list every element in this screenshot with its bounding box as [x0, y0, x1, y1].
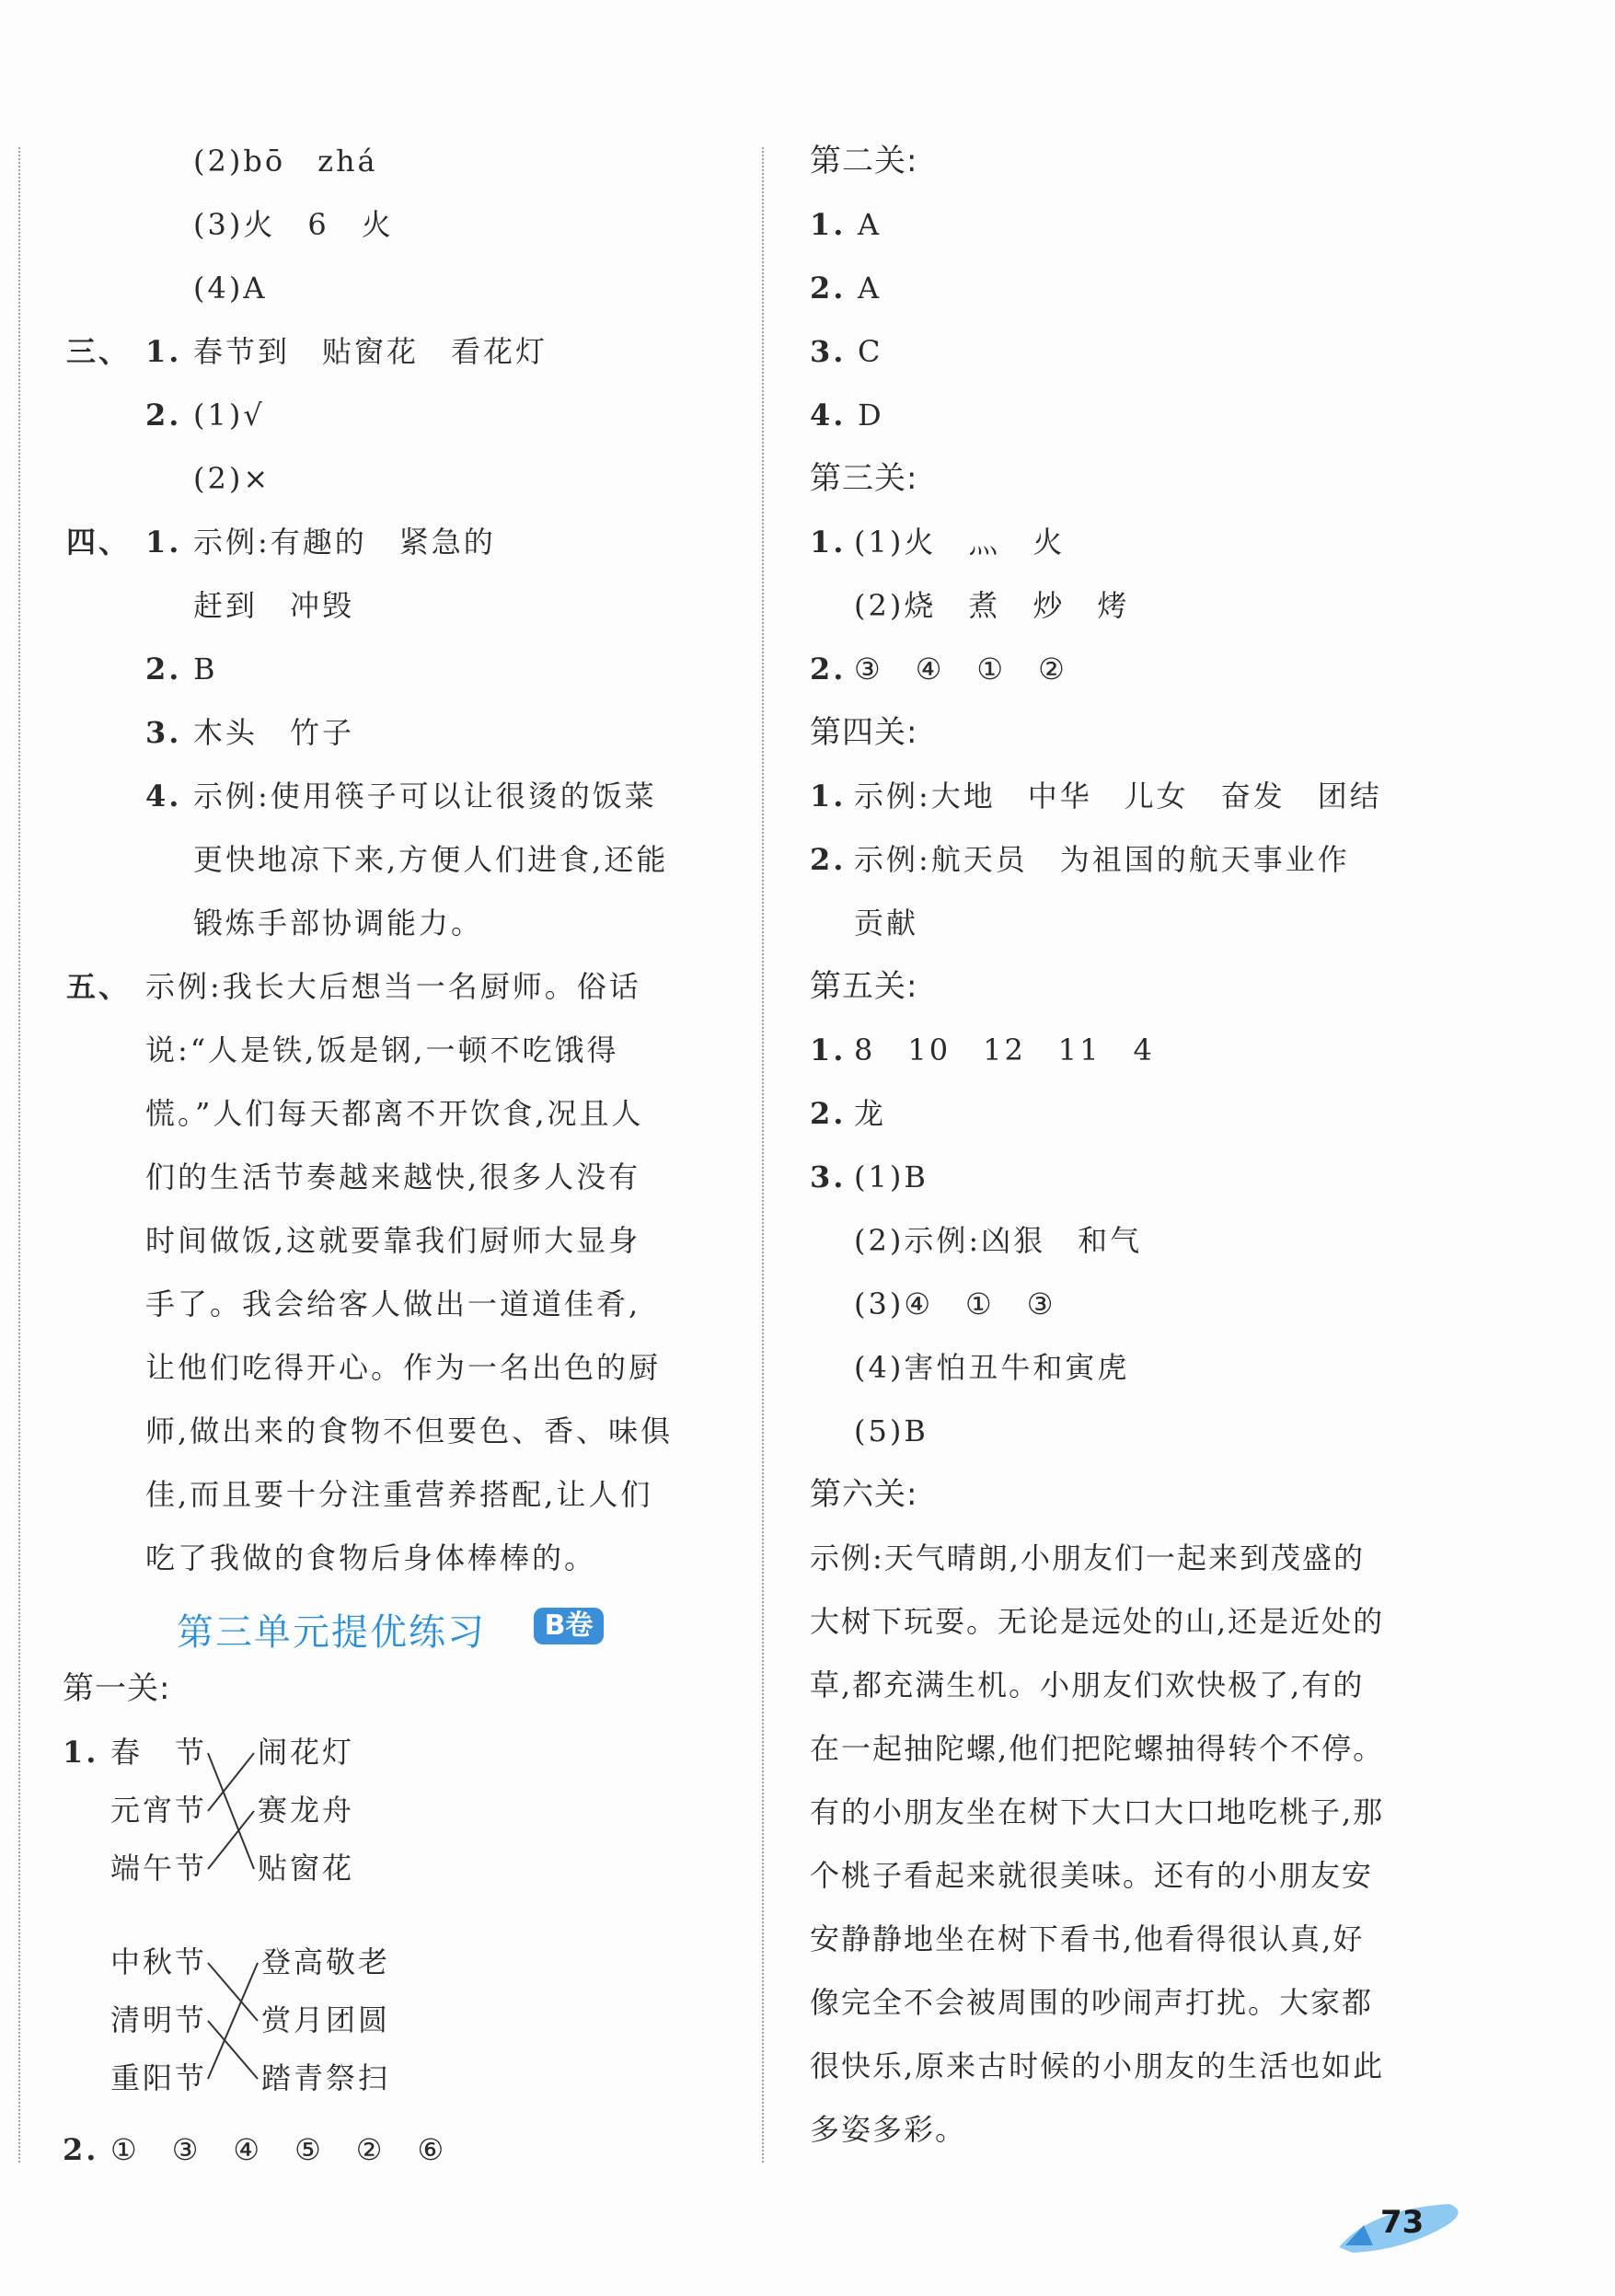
answer-line: (5)B — [854, 1413, 929, 1448]
essay-line: 多姿多彩。 — [810, 2112, 967, 2147]
essay-line: 佳,而且要十分注重营养搭配,让人们 — [145, 1477, 653, 1512]
essay-line: 让他们吃得开心。作为一名出色的厨 — [145, 1350, 662, 1385]
essay-line: 在一起抽陀螺,他们把陀螺抽得转个不停。 — [810, 1731, 1385, 1766]
answer-line: 赶到 冲毁 — [193, 588, 355, 623]
unit-badge: B卷 — [534, 1608, 604, 1644]
essay-line: 慌。”人们每天都离不开饮食,况且人 — [145, 1096, 644, 1131]
answer-line: (1)B — [854, 1160, 929, 1194]
answer-line: (2)烧 煮 炒 烤 — [854, 588, 1130, 623]
answer-line: 贡献 — [854, 906, 919, 940]
answer-line: 示例:航天员 为祖国的航天事业作 — [854, 842, 1350, 877]
essay-line: 像完全不会被周围的吵闹声打扰。大家都 — [810, 1985, 1374, 2020]
level-heading: 第六关: — [810, 1476, 918, 1513]
item-number: 3. — [810, 1160, 847, 1194]
match-left-item: 春 节 — [110, 1735, 208, 1770]
match-left-item: 中秋节 — [110, 1944, 208, 1979]
answer-line: (3)火 6 火 — [193, 207, 394, 242]
essay-line: 师,做出来的食物不但要色、香、味俱 — [145, 1413, 674, 1448]
unit-title: 第三单元提优练习 — [177, 1611, 486, 1654]
level-heading: 第二关: — [810, 143, 918, 179]
item-number: 4. — [810, 398, 847, 433]
item-number: 2. — [810, 1096, 847, 1131]
item-number: 1. — [145, 334, 182, 369]
answer-line: 木头 竹子 — [193, 715, 355, 750]
answer-line: C — [858, 334, 883, 369]
match-right-item: 贴窗花 — [258, 1851, 355, 1886]
answer-line: (2)bō zhá — [193, 144, 378, 179]
answer-line: (3)④ ① ③ — [854, 1286, 1056, 1321]
item-number: 1. — [810, 779, 847, 813]
item-number: 4. — [145, 779, 182, 813]
essay-line: 草,都充满生机。小朋友们欢快极了,有的 — [810, 1667, 1365, 1702]
item-number: 2. — [810, 842, 847, 877]
answer-line: (4)害怕丑牛和寅虎 — [854, 1350, 1130, 1385]
match-right-item: 赏月团圆 — [261, 2002, 391, 2037]
item-number: 2. — [63, 2132, 99, 2167]
match-right-item: 赛龙舟 — [258, 1793, 355, 1828]
essay-line: 手了。我会给客人做出一道道佳肴, — [145, 1286, 641, 1321]
section-label: 三、 — [66, 334, 132, 369]
essay-line: 个桃子看起来就很美味。还有的小朋友安 — [810, 1858, 1374, 1893]
section-label: 四、 — [66, 525, 132, 560]
essay-line: 时间做饭,这就要靠我们厨师大显身 — [145, 1223, 641, 1258]
answer-line: A — [858, 207, 882, 242]
answer-line: ① ③ ④ ⑤ ② ⑥ — [110, 2132, 447, 2167]
match-left-item: 清明节 — [110, 2002, 208, 2037]
essay-line: 示例:天气晴朗,小朋友们一起来到茂盛的 — [810, 1540, 1365, 1575]
answer-line: (2)示例:凶狠 和气 — [854, 1223, 1143, 1258]
match-right-item: 踏青祭扫 — [261, 2060, 391, 2095]
essay-line: 说:“人是铁,饭是钢,一顿不吃饿得 — [145, 1033, 619, 1067]
item-number: 1. — [63, 1735, 99, 1770]
answer-line: D — [858, 398, 884, 433]
item-number: 2. — [810, 652, 847, 686]
answer-line: ③ ④ ① ② — [854, 652, 1067, 686]
essay-line: 们的生活节奏越来越快,很多人没有 — [145, 1160, 641, 1194]
item-number: 2. — [145, 652, 182, 686]
level-heading: 第一关: — [63, 1670, 171, 1707]
match-left-item: 重阳节 — [110, 2060, 208, 2095]
item-number: 2. — [810, 271, 847, 306]
item-number: 2. — [145, 398, 182, 433]
level-heading: 第五关: — [810, 968, 918, 1005]
essay-line: 吃了我做的食物后身体棒棒的。 — [145, 1540, 597, 1575]
answer-line: A — [858, 271, 882, 306]
item-number: 3. — [810, 334, 847, 369]
item-number: 3. — [145, 715, 182, 750]
answer-line: (1)√ — [193, 398, 265, 433]
section-label: 五、 — [66, 969, 132, 1004]
answer-line: 锻炼手部协调能力。 — [193, 906, 484, 940]
level-heading: 第四关: — [810, 714, 918, 751]
match-right-item: 闹花灯 — [258, 1735, 355, 1770]
answer-line: B — [193, 652, 218, 686]
answer-line: 春节到 贴窗花 看花灯 — [193, 334, 548, 369]
essay-line: 有的小朋友坐在树下大口大口地吃桃子,那 — [810, 1794, 1385, 1829]
answer-line: 龙 — [854, 1096, 887, 1131]
answer-line: 更快地凉下来,方便人们进食,还能 — [193, 842, 669, 877]
item-number: 1. — [810, 1033, 847, 1067]
match-left-item: 端午节 — [110, 1851, 208, 1886]
answer-line: (4)A — [193, 271, 268, 306]
answer-line: 示例:大地 中华 儿女 奋发 团结 — [854, 779, 1382, 813]
page-number: 73 — [1380, 2204, 1425, 2241]
answer-line: (2)× — [193, 461, 271, 496]
item-number: 1. — [145, 525, 182, 560]
essay-line: 示例:我长大后想当一名厨师。俗话 — [145, 969, 641, 1004]
item-number: 1. — [810, 207, 847, 242]
answer-line: 示例:使用筷子可以让很烫的饭菜 — [193, 779, 657, 813]
essay-line: 安静静地坐在树下看书,他看得很认真,好 — [810, 1921, 1365, 1956]
answer-line: 8 10 12 11 4 — [854, 1033, 1155, 1067]
item-number: 1. — [810, 525, 847, 560]
match-left-item: 元宵节 — [110, 1793, 208, 1828]
level-heading: 第三关: — [810, 460, 918, 497]
answer-line: 示例:有趣的 紧急的 — [193, 525, 496, 560]
answer-line: (1)火 灬 火 — [854, 525, 1066, 560]
match-right-item: 登高敬老 — [261, 1944, 391, 1979]
essay-line: 很快乐,原来古时候的小朋友的生活也如此 — [810, 2048, 1385, 2083]
essay-line: 大树下玩耍。无论是远处的山,还是近处的 — [810, 1604, 1385, 1639]
